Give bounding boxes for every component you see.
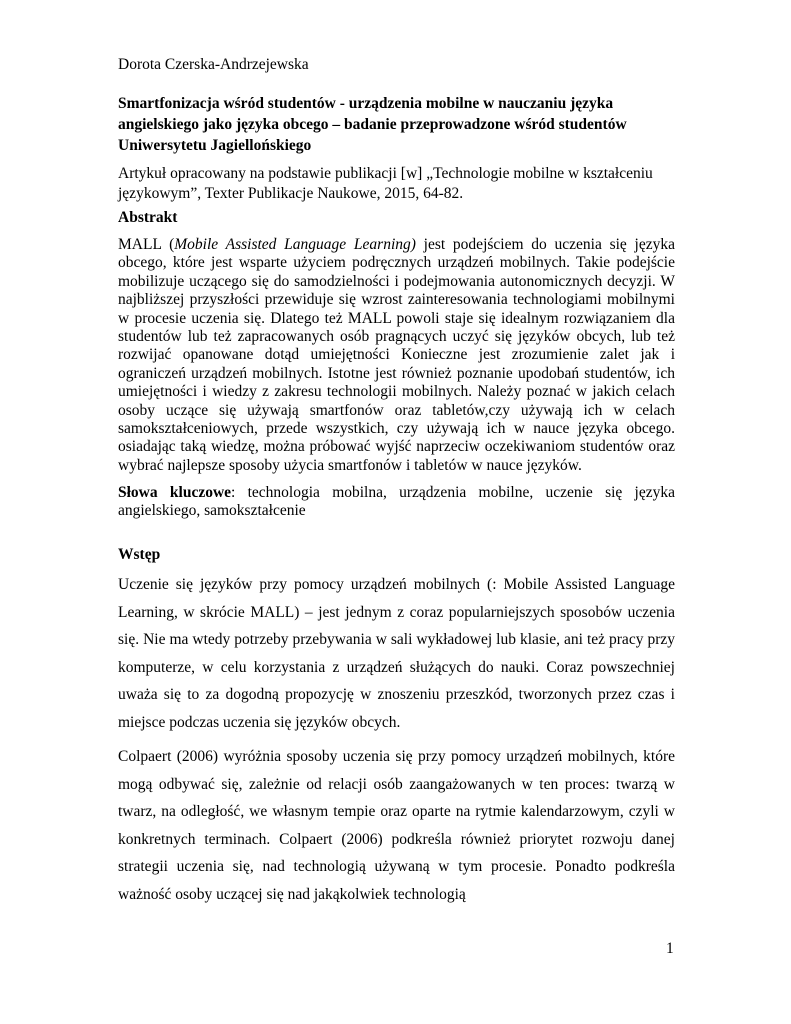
- source-note: Artykuł opracowany na podstawie publikacji [w] „Technologie mobilne w kształceniu językowym”, Texter Publikacje Naukowe, 2015, 64-82.: [118, 165, 653, 202]
- author-name: Dorota Czerska-Andrzejewska: [118, 56, 309, 73]
- abstract-text: [118, 236, 675, 475]
- intro-paragraph-1: Uczenie się języków przy pomocy urządzeń mobilnych (: Mobile Assisted Language Learning, w skrócie MALL) – jest jednym z coraz popularniejszych sposobów uczenia się. Nie ma wtedy potrzeby przebywania w sali wykładowej lub klasie, ani też pracy przy komputerze, w celu korzystania z urządzeń służących do nauki. Coraz powszechniej uważa się to za dogodną propozycję w znoszeniu przeszkód, tworzonych przez czas i miejsce podczas uczenia się języków obcych.: [118, 576, 675, 731]
- abstract-body: jest podejściem do uczenia się języka obcego, które jest wsparte użyciem podręcznych urządzeń mobilnych. Takie podejście mobilizuje uczącego się do samodzielności i podejmowania autonomicznych decyzji. W najbliższej przyszłości przewiduje się wzrost zainteresowania technologiami mobilnymi w procesie uczenia się. Dlatego też MALL powoli staje się idealnym rozwiązaniem dla studentów lub też zapracowanych osób pragnących uczyć się języków obcych, lub też rozwijać opanowane dotąd umiejętności Konieczne jest zrozumienie zalet jak i ograniczeń urządzeń mobilnych. Istotne jest również poznanie upodobań studentów, ich umiejętności i wiedzy z zakresu technologii mobilnych. Należy poznać w jakich celach osoby uczące się używają smartfonów oraz tabletów,czy używają ich w celach samokształceniowych, przede wszystkich, czy używają ich w nauce języka obcego. osiadając taką wiedzę, można próbować wyjść naprzeciw oczekiwaniom studentów oraz wybrać najlepsze sposoby użycia smartfonów i tabletów w nauce języków.: [118, 236, 675, 474]
- intro-heading: Wstęp: [118, 546, 161, 563]
- keywords: [118, 484, 675, 521]
- abstract-term-italic: Mobile Assisted Language Learning): [174, 236, 416, 253]
- article-title: Smartfonizacja wśród studentów - urządzenia mobilne w nauczaniu języka angielskiego jako języka obcego – badanie przeprowadzone wśród studentów Uniwersytetu Jagiellońskiego: [118, 95, 627, 154]
- abstract-heading: Abstrakt: [118, 209, 178, 226]
- intro-paragraph-2: Colpaert (2006) wyróżnia sposoby uczenia się przy pomocy urządzeń mobilnych, które mogą odbywać się, zależnie od relacji osób zaangażowanych w ten proces: twarzą w twarz, na odległość, we własnym tempie oraz oparte na rytmie kalendarzowym, czyli w konkretnych terminach. Colpaert (2006) podkreśla również priorytet rozwoju danej strategii uczenia się, nad technologią używaną w tym procesie. Ponadto podkreśla ważność osoby uczącej się nad jakąkolwiek technologią: [118, 748, 675, 903]
- keywords-text: : technologia mobilna, urządzenia mobilne, uczenie się języka angielskiego, samokształcenie: [118, 484, 675, 520]
- page-number: 1: [666, 940, 674, 957]
- keywords-label: Słowa kluczowe: [118, 484, 232, 501]
- abstract-term: MALL (: [118, 236, 175, 253]
